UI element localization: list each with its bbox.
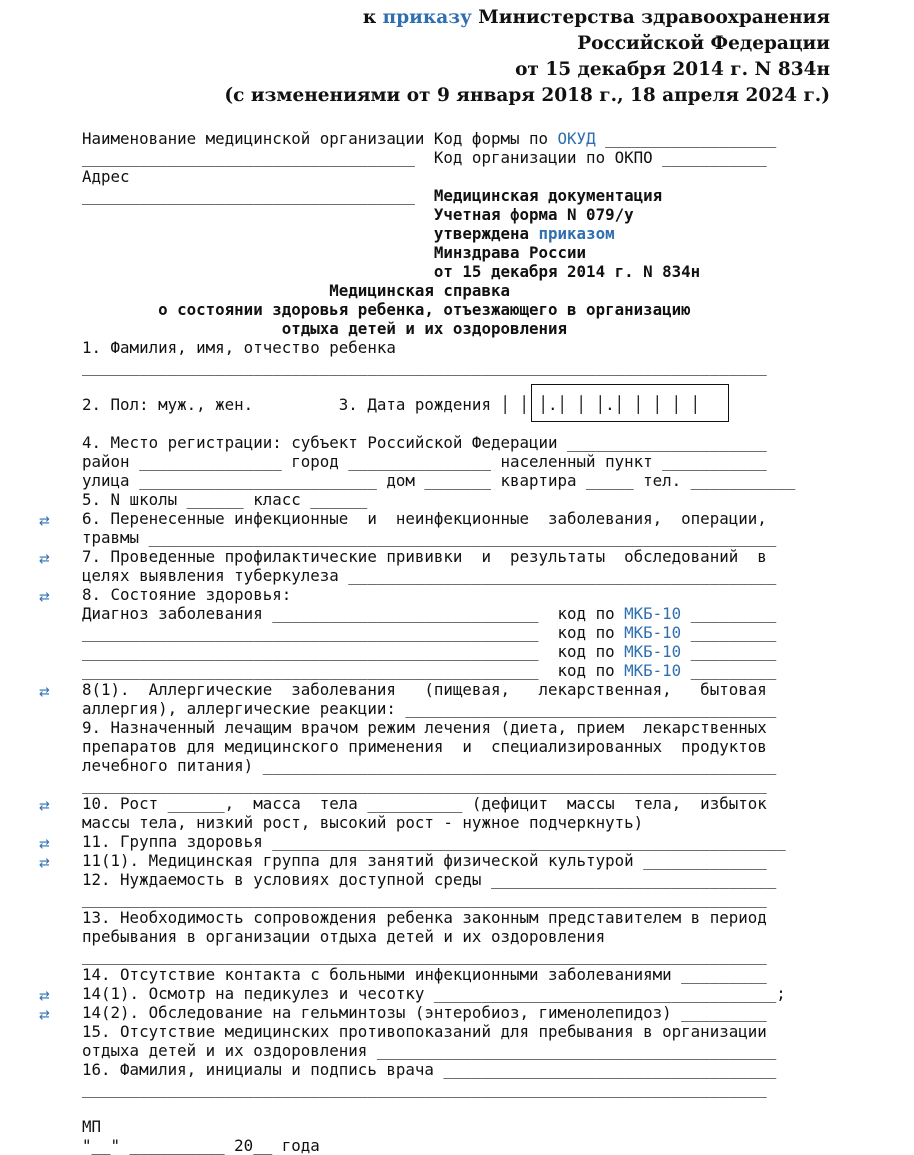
double-arrow-icon[interactable]: ⇄ bbox=[39, 856, 50, 871]
double-arrow-icon[interactable]: ⇄ bbox=[39, 837, 50, 852]
double-arrow-icon[interactable]: ⇄ bbox=[39, 552, 50, 567]
order-link[interactable]: приказу bbox=[382, 7, 472, 28]
double-arrow-icon[interactable]: ⇄ bbox=[39, 590, 50, 605]
mkb-link[interactable]: МКБ-10 bbox=[624, 642, 682, 661]
double-arrow-icon[interactable]: ⇄ bbox=[39, 685, 50, 700]
mkb-link[interactable]: МКБ-10 bbox=[624, 604, 682, 623]
double-arrow-icon[interactable]: ⇄ bbox=[39, 514, 50, 529]
mkb-link[interactable]: МКБ-10 bbox=[624, 661, 682, 680]
birth-date-boxes[interactable] bbox=[531, 384, 729, 422]
header-line-2: Российской Федерации bbox=[577, 33, 830, 54]
document-header bbox=[130, 5, 830, 109]
double-arrow-icon[interactable]: ⇄ bbox=[39, 799, 50, 814]
form-body: Наименование медицинской организации Код формы по ОКУД __________________ ___________________________________ Код организации по ОКПО ___________ Адрес ___________________________________ Медицинская документация Учетная форма N 079/у утверждена приказом Минздрава России от 15 декабря 2014 г. N 834н Медицинская справка о состоянии здоровья ребенка, отъезжающего в организацию отдыха детей и их оздоровления 1. Фамилия, имя, отчество ребенка ________________________________________________________________________ 2. Пол: муж., жен. 3. Дата рождения │ │ │.│ │ │.│ │ │ │ │ 4. Место регистрации: субъект Российской Федерации _____________________ район _______________ город _______________ населенный пункт ___________ улица _________________________ дом _______ квартира _____ тел. ___________ 5. N школы ______ класс ______ 6. Перенесенные инфекционные и неинфекционные заболевания, операции, травмы __________________________________________________________________ 7. Проведенные профилактические прививки и результаты обследований в целях выявления туберкулеза _____________________________________________ 8. Состояние здоровья: Диагноз заболевания ____________________________ код по МКБ-10 _________ ________________________________________________ код по МКБ-10 _________ ________________________________________________ код по МКБ-10 _________ ________________________________________________ код по МКБ-10 _________ 8(1). Аллергические заболевания (пищевая, лекарственная, бытовая аллергия), аллергические реакции: _______________________________________ 9. Назначенный лечащим врачом режим лечения (диета, прием лекарственных препаратов для медицинского применения и специализированных продуктов лечебного питания) ______________________________________________________ ________________________________________________________________________ 10. Рост ______, масса тела __________ (дефицит массы тела, избыток массы тела, низкий рост, высокий рост - нужное подчеркнуть) 11. Группа здоровья ______________________________________________________ 11(1). Медицинская группа для занятий физической культурой _____________ 12. Нуждаемость в условиях доступной среды ______________________________ ________________________________________________________________________ 13. Необходимость сопровождения ребенка законным представителем в период пребывания в организации отдыха детей и их оздоровления ________________________________________________________________________ 14. Отсутствие контакта с больными инфекционными заболеваниями _________ 14(1). Осмотр на педикулез и чесотку ____________________________________; 14(2). Обследование на гельминтозы (энтеробиоз, гименолепидоз) _________ 15. Отсутствие медицинских противопоказаний для пребывания в организации отдыха детей и их оздоровления __________________________________________ 16. Фамилия, инициалы и подпись врача ___________________________________ ________________________________________________________________________ МП "__" __________ 20__ года bbox=[82, 129, 796, 1155]
okud-link[interactable]: ОКУД bbox=[557, 129, 596, 148]
mkb-link[interactable]: МКБ-10 bbox=[624, 623, 682, 642]
header-line-3: от 15 декабря 2014 г. N 834н bbox=[515, 59, 830, 80]
double-arrow-icon[interactable]: ⇄ bbox=[39, 989, 50, 1004]
header-line-4: (с изменениями от 9 января 2018 г., 18 апреля 2024 г.) bbox=[224, 85, 830, 106]
order-link-2[interactable]: приказом bbox=[538, 224, 615, 243]
header-line-1: к приказу Министерства здравоохранения bbox=[362, 7, 830, 28]
certificate-title: Медицинская справка bbox=[82, 281, 510, 300]
double-arrow-icon[interactable]: ⇄ bbox=[39, 1008, 50, 1023]
